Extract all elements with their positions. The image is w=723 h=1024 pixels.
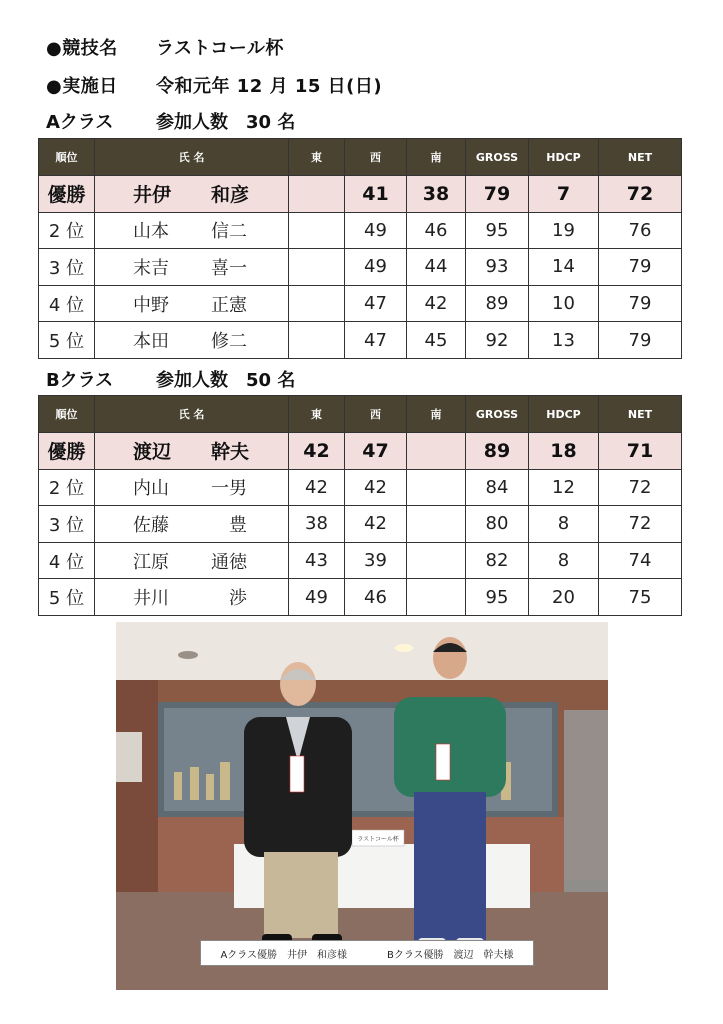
header-net: NET [599, 139, 682, 176]
header-name: 氏 名 [95, 139, 289, 176]
east-cell: 38 [289, 506, 345, 543]
given-name: 喜一 [211, 257, 247, 279]
table-row [39, 285, 682, 322]
given-name: 幹夫 [211, 441, 250, 464]
east-cell [289, 249, 345, 286]
hdcp-cell: 8 [529, 506, 599, 543]
south-cell: 38 [407, 176, 466, 213]
west-cell: 47 [345, 285, 407, 322]
hdcp-cell: 19 [529, 212, 599, 249]
header-gross: GROSS [466, 396, 529, 433]
net-cell: 72 [599, 469, 682, 506]
east-cell: 42 [289, 433, 345, 470]
class-a-heading [46, 108, 295, 134]
hdcp-cell: 14 [529, 249, 599, 286]
surname: 山本 [133, 221, 169, 243]
header-east: 東 [289, 396, 345, 433]
hdcp-cell: 7 [529, 176, 599, 213]
header-hdcp: HDCP [529, 139, 599, 176]
hdcp-cell: 8 [529, 542, 599, 579]
table-row [39, 249, 682, 286]
east-cell: 49 [289, 579, 345, 616]
south-cell [407, 469, 466, 506]
south-cell [407, 433, 466, 470]
rank-cell: 5 位 [39, 579, 95, 616]
south-cell [407, 542, 466, 579]
west-cell: 46 [345, 579, 407, 616]
award-photo-illustration [116, 622, 608, 990]
gross-cell: 93 [466, 249, 529, 286]
event-date-label: ●実施日 [46, 76, 118, 97]
header-east: 東 [289, 139, 345, 176]
table-row [39, 542, 682, 579]
class-a-header-row [39, 139, 682, 176]
name-cell [95, 176, 289, 213]
name-cell [95, 285, 289, 322]
header-south: 南 [407, 396, 466, 433]
east-cell [289, 285, 345, 322]
table-row [39, 506, 682, 543]
rank-cell: 3 位 [39, 249, 95, 286]
rank-cell: 2 位 [39, 212, 95, 249]
south-cell: 46 [407, 212, 466, 249]
net-cell: 71 [599, 433, 682, 470]
class-a-count: 参加人数 30 名 [156, 112, 296, 133]
award-photo [116, 622, 608, 990]
rank-cell: 優勝 [39, 176, 95, 213]
header-west: 西 [345, 396, 407, 433]
surname: 佐藤 [133, 514, 169, 536]
given-name: 豊 [211, 514, 247, 536]
name-cell [95, 579, 289, 616]
ceiling-light [395, 644, 413, 652]
south-cell [407, 506, 466, 543]
south-cell: 42 [407, 285, 466, 322]
header-gross: GROSS [466, 139, 529, 176]
class-b-title: Bクラス [46, 370, 114, 391]
hdcp-cell: 13 [529, 322, 599, 359]
header-rank: 順位 [39, 396, 95, 433]
west-cell: 47 [345, 433, 407, 470]
right-cabinet [564, 710, 608, 910]
left-pillar [116, 680, 158, 910]
net-cell: 74 [599, 542, 682, 579]
given-name: 渉 [211, 588, 247, 610]
surname: 井川 [133, 588, 169, 610]
header-name: 氏 名 [95, 396, 289, 433]
net-cell: 79 [599, 249, 682, 286]
header-hdcp: HDCP [529, 396, 599, 433]
east-cell: 43 [289, 542, 345, 579]
net-cell: 72 [599, 506, 682, 543]
rank-cell: 5 位 [39, 322, 95, 359]
rank-cell: 4 位 [39, 285, 95, 322]
table-row [39, 433, 682, 470]
given-name: 正憲 [211, 294, 247, 316]
event-date-line [46, 72, 382, 98]
name-cell [95, 433, 289, 470]
rank-cell: 2 位 [39, 469, 95, 506]
gross-cell: 82 [466, 542, 529, 579]
west-cell: 49 [345, 212, 407, 249]
east-cell [289, 176, 345, 213]
given-name: 一男 [211, 478, 247, 500]
event-name-line [46, 34, 284, 60]
name-cell [95, 322, 289, 359]
west-cell: 49 [345, 249, 407, 286]
table-row [39, 579, 682, 616]
gross-cell: 80 [466, 506, 529, 543]
surname: 江原 [133, 551, 169, 573]
rank-cell: 3 位 [39, 506, 95, 543]
ceiling [116, 622, 608, 680]
class-b-header-row [39, 396, 682, 433]
given-name: 修二 [211, 331, 247, 353]
name-cell [95, 542, 289, 579]
rank-cell: 4 位 [39, 542, 95, 579]
hdcp-cell: 20 [529, 579, 599, 616]
surname: 井伊 [133, 184, 172, 207]
class-b-heading [46, 366, 295, 392]
net-cell: 75 [599, 579, 682, 616]
class-b-table [38, 395, 682, 616]
west-cell: 41 [345, 176, 407, 213]
event-name-value: ラストコール杯 [156, 38, 284, 59]
gross-cell: 95 [466, 579, 529, 616]
surname: 本田 [133, 331, 169, 353]
net-cell: 79 [599, 285, 682, 322]
event-sign-text: ラストコール杯 [357, 836, 399, 843]
header-south: 南 [407, 139, 466, 176]
header-net: NET [599, 396, 682, 433]
east-cell [289, 212, 345, 249]
class-a-table [38, 138, 682, 359]
table-row [39, 176, 682, 213]
name-cell [95, 506, 289, 543]
net-cell: 76 [599, 212, 682, 249]
west-cell: 39 [345, 542, 407, 579]
ceiling-light [178, 651, 198, 659]
rank-cell: 優勝 [39, 433, 95, 470]
gross-cell: 84 [466, 469, 529, 506]
west-cell: 42 [345, 506, 407, 543]
given-name: 和彦 [211, 184, 250, 207]
east-cell: 42 [289, 469, 345, 506]
table-row [39, 212, 682, 249]
class-b-count: 参加人数 50 名 [156, 370, 296, 391]
surname: 内山 [133, 478, 169, 500]
surname: 中野 [133, 294, 169, 316]
gross-cell: 89 [466, 285, 529, 322]
net-cell: 72 [599, 176, 682, 213]
photo-caption: Aクラス優勝 井伊 和彦様 Bクラス優勝 渡辺 幹夫様 [200, 940, 534, 966]
header-west: 西 [345, 139, 407, 176]
class-a-title: Aクラス [46, 112, 114, 133]
event-date-value: 令和元年 12 月 15 日(日) [156, 76, 383, 97]
east-cell [289, 322, 345, 359]
gross-cell: 79 [466, 176, 529, 213]
gross-cell: 92 [466, 322, 529, 359]
name-cell [95, 469, 289, 506]
west-cell: 47 [345, 322, 407, 359]
south-cell: 44 [407, 249, 466, 286]
header-rank: 順位 [39, 139, 95, 176]
wall-poster [116, 732, 142, 782]
south-cell: 45 [407, 322, 466, 359]
west-cell: 42 [345, 469, 407, 506]
gross-cell: 89 [466, 433, 529, 470]
name-cell [95, 249, 289, 286]
south-cell [407, 579, 466, 616]
hdcp-cell: 18 [529, 433, 599, 470]
table-row [39, 322, 682, 359]
net-cell: 79 [599, 322, 682, 359]
name-cell [95, 212, 289, 249]
hdcp-cell: 12 [529, 469, 599, 506]
gross-cell: 95 [466, 212, 529, 249]
hdcp-cell: 10 [529, 285, 599, 322]
surname: 渡辺 [133, 441, 172, 464]
event-name-label: ●競技名 [46, 38, 118, 59]
table-row [39, 469, 682, 506]
surname: 末吉 [133, 257, 169, 279]
given-name: 信二 [211, 221, 247, 243]
given-name: 通徳 [211, 551, 247, 573]
